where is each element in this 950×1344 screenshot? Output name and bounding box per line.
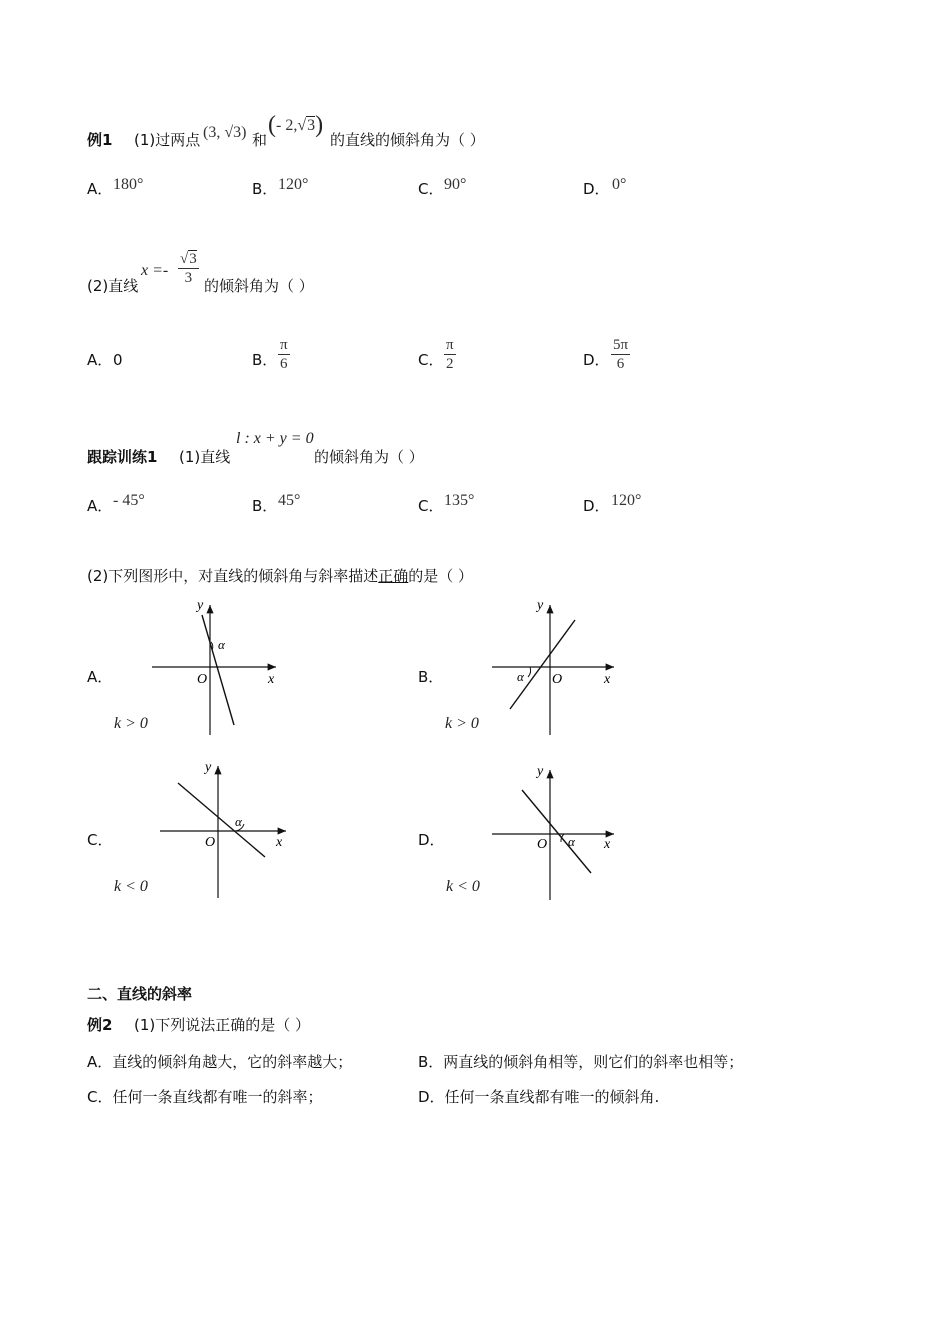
option-b-value: 120°: [278, 176, 309, 193]
ex2-option-b: B．两直线的倾斜角相等，则它们的斜率也相等；: [418, 1053, 744, 1071]
training1-label: 跟踪训练1: [87, 448, 158, 466]
angle-arc: [528, 667, 531, 677]
t1-equation: l : x + y = 0: [236, 430, 314, 447]
t1-q2-underlined: 正确: [378, 567, 409, 585]
graph-d-label: D．: [418, 831, 445, 849]
t1-option-a-label: A．: [87, 497, 113, 515]
y-label: y: [205, 760, 212, 775]
graph-d-k: k < 0: [446, 878, 480, 895]
option-d-label: D．: [583, 180, 610, 198]
x-label: x: [276, 835, 283, 850]
option-c-value: 90°: [444, 176, 467, 193]
line-a: [202, 615, 234, 725]
q2-option-c-label: C．: [418, 351, 444, 369]
line-b: [510, 620, 575, 709]
q2-eq-lhs: x =-: [141, 262, 169, 279]
example1-label: 例1: [87, 131, 113, 149]
option-d-value: 0°: [612, 176, 627, 193]
training1-question1: [87, 447, 230, 467]
point-2-y: 3: [307, 117, 316, 134]
point-1: (3, √3): [203, 124, 247, 141]
t1-option-a-value: - 45°: [113, 492, 145, 509]
origin-label: O: [537, 837, 548, 852]
and-word: 和: [252, 131, 268, 149]
q2-prefix: (2)直线: [87, 277, 139, 295]
origin-label: O: [197, 672, 208, 687]
ex2-option-a: A．直线的倾斜角越大，它的斜率越大；: [87, 1053, 353, 1071]
q2-option-b-value: $\frac{\pi}{6}$: [280, 337, 288, 372]
origin-label: O: [552, 672, 563, 687]
t1-option-b-label: B．: [252, 497, 278, 515]
graph-c-label: C．: [87, 831, 113, 849]
example1-question1: [87, 130, 200, 150]
t1-q1-prefix: (1)直线: [179, 448, 231, 466]
t1-q2-suffix: 的是（ ）: [408, 567, 474, 585]
q2-option-b-label: B．: [252, 351, 278, 369]
t1-option-b-value: 45°: [278, 492, 301, 509]
alpha-label: α: [568, 834, 575, 849]
t1-option-c-value: 135°: [444, 492, 475, 509]
line-d: [522, 790, 591, 873]
graph-b-k: k > 0: [445, 715, 479, 732]
t1-q2-prefix: (2)下列图形中，对直线的倾斜角与斜率描述: [87, 567, 379, 585]
q2-frac-den: 3: [178, 268, 199, 287]
q2-frac-num: 3: [189, 251, 197, 267]
t1-option-d-label: D．: [583, 497, 610, 515]
ex2-option-d: D．任何一条直线都有唯一的倾斜角.: [418, 1088, 660, 1106]
section2-heading: 二、直线的斜率: [87, 985, 193, 1003]
q1-prefix: (1)过两点: [134, 131, 201, 149]
graph-b-label: B．: [418, 668, 444, 686]
alpha-label: α: [235, 814, 242, 829]
graph-a-k: k > 0: [114, 715, 148, 732]
ex2-option-c: C．任何一条直线都有唯一的斜率；: [87, 1088, 323, 1106]
option-b-label: B．: [252, 180, 278, 198]
t1-question2: [87, 566, 473, 586]
option-a-value: 180°: [113, 176, 144, 193]
y-label: y: [197, 598, 204, 613]
graph-b: [490, 595, 620, 740]
x-label: x: [604, 837, 611, 852]
x-label: x: [268, 672, 275, 687]
x-label: x: [604, 672, 611, 687]
q2-option-d-label: D．: [583, 351, 610, 369]
point-2-x: - 2,: [276, 117, 298, 134]
line-c: [178, 783, 265, 857]
graph-a: [150, 595, 290, 740]
t1-option-d-value: 120°: [611, 492, 642, 509]
alpha-label: α: [218, 637, 225, 652]
t1-option-c-label: C．: [418, 497, 444, 515]
alpha-label: α: [517, 669, 524, 684]
example2-question: [87, 1015, 310, 1035]
q2-option-a-label: A．: [87, 351, 113, 369]
q2-option-c-value: $\frac{\pi}{2}$: [446, 337, 454, 372]
graph-d: [490, 760, 620, 905]
option-a-label: A．: [87, 180, 113, 198]
origin-label: O: [205, 835, 216, 850]
graph-c-k: k < 0: [114, 878, 148, 895]
y-label: y: [537, 598, 544, 613]
graph-a-label: A．: [87, 668, 113, 686]
y-label: y: [537, 764, 544, 779]
ex2-question-text: (1)下列说法正确的是（ ）: [134, 1016, 311, 1034]
option-c-label: C．: [418, 180, 444, 198]
point-2: (- 2,√3): [268, 112, 324, 138]
q2-suffix: 的倾斜角为（ ）: [204, 277, 314, 295]
q2-option-a-value: 0: [113, 351, 123, 369]
graph-c: [158, 758, 298, 903]
t1-q1-suffix: 的倾斜角为（ ）: [314, 448, 424, 466]
q2-option-d-value: $\frac{5\pi}{6}$: [613, 337, 629, 372]
example2-label: 例2: [87, 1016, 113, 1034]
q2-fraction: $\frac{√3}{3}$: [180, 251, 197, 286]
q1-suffix: 的直线的倾斜角为（ ）: [330, 131, 485, 149]
